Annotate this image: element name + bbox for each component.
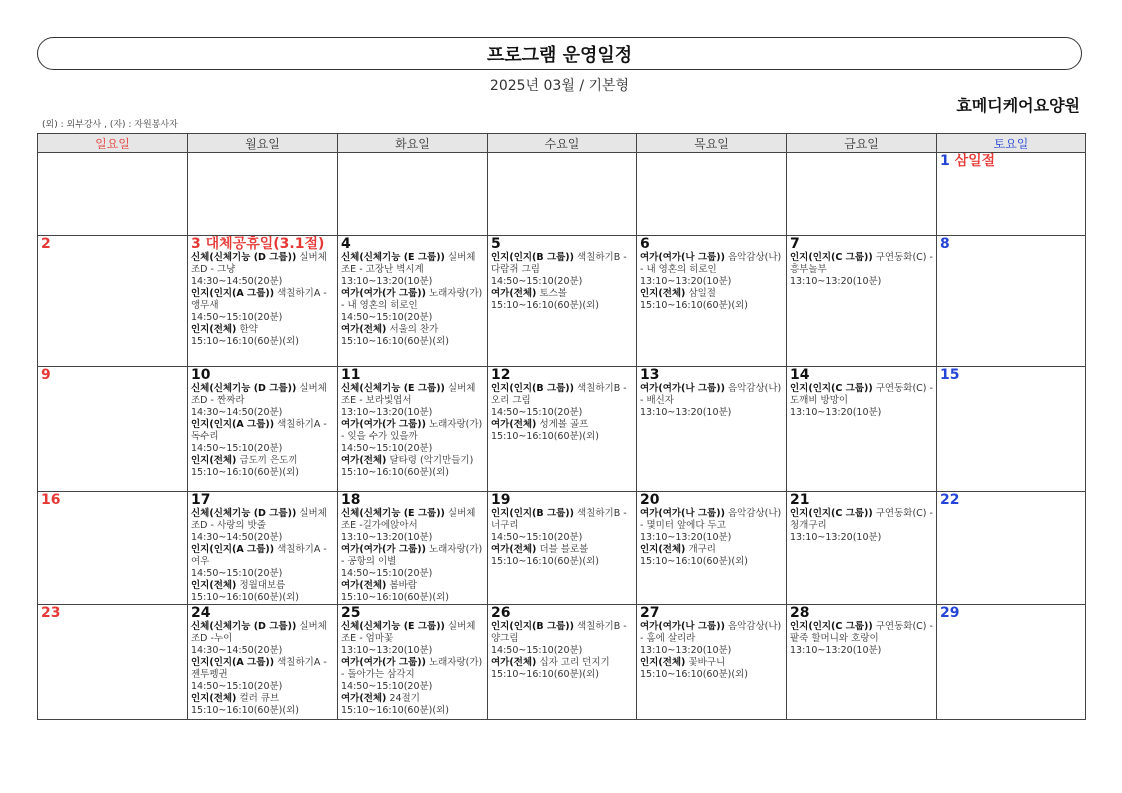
program-name: 인지(인지(C 그룹)) xyxy=(790,252,873,263)
day-number xyxy=(491,237,633,252)
program-entry xyxy=(341,288,484,312)
program-desc: 음악감상(나) - 배신자 xyxy=(640,383,782,406)
program-time: 15:10~16:10(60분)(외) xyxy=(191,467,299,478)
program-entry xyxy=(790,508,933,532)
program-entry xyxy=(640,544,783,556)
program-desc: 토스볼 xyxy=(539,288,567,299)
program-entry xyxy=(640,657,783,669)
program-time: 14:50~15:10(20분) xyxy=(341,443,433,454)
day-cell xyxy=(338,367,488,492)
program-name: 인지(전체) xyxy=(640,544,686,555)
program-desc: 색칠하기A - 젠투펭귄 xyxy=(191,657,327,680)
day-number xyxy=(491,368,633,383)
program-time: 13:10~13:20(10분) xyxy=(341,532,433,543)
program-desc: 구연동화(C) - 청개구리 xyxy=(790,508,933,531)
day-cell xyxy=(937,236,1086,367)
program-desc: 실버체조E - 보라빛엽서 xyxy=(341,383,476,406)
program-entry xyxy=(491,252,633,276)
program-desc: 컬러 큐브 xyxy=(239,693,280,704)
program-time: 15:10~16:10(60분)(외) xyxy=(341,592,449,603)
day-cell xyxy=(937,367,1086,492)
program-desc: 급도끼 은도끼 xyxy=(239,455,298,466)
program-name: 여가(여가(가 그룹)) xyxy=(341,657,426,668)
day-number xyxy=(191,493,334,508)
day-number-text: 16 xyxy=(41,492,61,508)
day-number xyxy=(640,237,783,252)
day-number xyxy=(41,237,184,252)
day-number xyxy=(940,368,1082,383)
program-time: 14:50~15:10(20분) xyxy=(191,443,283,454)
day-number xyxy=(41,493,184,508)
program-name: 인지(인지(C 그룹)) xyxy=(790,508,873,519)
day-number xyxy=(491,606,633,621)
program-desc: 음악감상(나) - 홈에 살리라 xyxy=(640,621,782,644)
program-name: 인지(인지(C 그룹)) xyxy=(790,383,873,394)
program-desc: 음악감상(나) - 몇미터 앞에다 두고 xyxy=(640,508,782,531)
program-desc: 개구리 xyxy=(688,544,716,555)
day-number xyxy=(640,368,783,383)
program-desc: 24절기 xyxy=(389,693,420,704)
program-entry xyxy=(341,544,484,568)
day-cell xyxy=(338,605,488,720)
program-name: 인지(인지(B 그룹)) xyxy=(491,508,574,519)
program-desc: 성게볼 골프 xyxy=(539,419,589,430)
day-number-text: 18 xyxy=(341,492,361,508)
program-name: 인지(인지(B 그룹)) xyxy=(491,621,574,632)
day-number-text: 21 xyxy=(790,492,810,508)
day-number xyxy=(341,493,484,508)
program-desc: 색칠하기B - 오리 그림 xyxy=(491,383,627,406)
program-entry xyxy=(790,252,933,276)
program-time: 15:10~16:10(60분)(외) xyxy=(341,336,449,347)
day-cell xyxy=(488,236,637,367)
program-entry xyxy=(191,324,334,336)
weekday-wednesday: 수요일 xyxy=(488,134,637,153)
program-time: 14:50~15:10(20분) xyxy=(191,312,283,323)
day-number-text: 20 xyxy=(640,492,660,508)
program-time: 13:10~13:20(10분) xyxy=(790,276,882,287)
day-number xyxy=(341,606,484,621)
day-number-text: 25 xyxy=(341,605,361,621)
program-entry xyxy=(341,657,484,681)
program-desc: 실버체조D - 사랑의 밧줄 xyxy=(191,508,327,531)
program-time: 15:10~16:10(60분)(외) xyxy=(640,556,748,567)
day-cell xyxy=(637,367,787,492)
day-cell xyxy=(637,492,787,605)
program-name: 인지(인지(B 그룹)) xyxy=(491,383,574,394)
program-time: 15:10~16:10(60분)(외) xyxy=(191,592,299,603)
day-number-text: 5 xyxy=(491,236,501,252)
program-name: 여가(전체) xyxy=(341,324,387,335)
program-entry xyxy=(640,252,783,276)
program-entry xyxy=(640,288,783,300)
program-desc: 색칠하기B - 다람쥐 그림 xyxy=(491,252,627,275)
page-title: 프로그램 운영일정 xyxy=(37,37,1082,70)
legend-text: (외) : 외부강사 , (자) : 자원봉사자 xyxy=(42,120,178,130)
day-number-text: 3 xyxy=(191,236,201,252)
program-time: 13:10~13:20(10분) xyxy=(640,276,732,287)
program-entry xyxy=(491,621,633,645)
program-name: 여가(여가(가 그룹)) xyxy=(341,419,426,430)
day-cell xyxy=(188,492,338,605)
program-time: 13:10~13:20(10분) xyxy=(790,532,882,543)
program-name: 인지(전체) xyxy=(191,580,237,591)
day-cell xyxy=(637,153,787,236)
day-cell xyxy=(188,236,338,367)
program-desc: 달타령 (악기만들기) xyxy=(389,455,474,466)
program-time: 15:10~16:10(60분)(외) xyxy=(491,669,599,680)
day-number xyxy=(790,368,933,383)
program-name: 여가(여가(가 그룹)) xyxy=(341,544,426,555)
program-entry xyxy=(341,621,484,645)
day-number-text: 17 xyxy=(191,492,211,508)
program-desc: 실버체조D -누이 xyxy=(191,621,327,644)
day-number xyxy=(790,237,933,252)
day-number-text: 2 xyxy=(41,236,51,252)
program-name: 인지(전체) xyxy=(191,455,237,466)
program-entry xyxy=(191,544,334,568)
program-entry xyxy=(191,657,334,681)
program-time: 13:10~13:20(10분) xyxy=(790,407,882,418)
program-entry xyxy=(790,621,933,645)
program-desc: 색칠하기B - 너구리 xyxy=(491,508,627,531)
day-cell xyxy=(188,367,338,492)
program-desc: 십자 고리 던지기 xyxy=(539,657,610,668)
week-row xyxy=(38,153,1086,236)
day-number xyxy=(940,493,1082,508)
program-entry xyxy=(640,383,783,407)
program-time: 15:10~16:10(60분)(외) xyxy=(191,705,299,716)
weekday-saturday: 토요일 xyxy=(937,134,1086,153)
program-name: 신체(신체기능 (D 그룹)) xyxy=(191,252,297,263)
weekday-sunday: 일요일 xyxy=(38,134,188,153)
day-number-text: 11 xyxy=(341,367,361,383)
program-name: 여가(전체) xyxy=(491,419,537,430)
program-desc: 색칠하기A - 앵무새 xyxy=(191,288,327,311)
day-cell xyxy=(38,153,188,236)
program-entry xyxy=(640,621,783,645)
day-number xyxy=(41,606,184,621)
program-desc: 실버체조E - 고장난 벽시계 xyxy=(341,252,476,275)
day-cell xyxy=(188,605,338,720)
program-time: 14:50~15:10(20분) xyxy=(341,312,433,323)
day-number xyxy=(191,237,334,252)
holiday-label: 대체공휴일(3.1절) xyxy=(205,236,325,252)
program-time: 14:50~15:10(20분) xyxy=(341,681,433,692)
day-cell xyxy=(38,236,188,367)
day-number-text: 14 xyxy=(790,367,810,383)
program-time: 14:50~15:10(20분) xyxy=(491,276,583,287)
day-cell xyxy=(488,605,637,720)
day-cell xyxy=(488,367,637,492)
day-cell xyxy=(787,236,937,367)
program-time: 14:50~15:10(20분) xyxy=(341,568,433,579)
program-desc: 노래자랑(가) - 잊을 수가 있을까 xyxy=(341,419,483,442)
program-name: 신체(신체기능 (E 그룹)) xyxy=(341,508,445,519)
program-entry xyxy=(191,252,334,276)
program-entry xyxy=(491,288,633,300)
program-desc: 실버체조E - 엄마꽃 xyxy=(341,621,476,644)
day-cell xyxy=(787,153,937,236)
program-entry xyxy=(341,693,484,705)
day-cell xyxy=(937,605,1086,720)
program-name: 여가(전체) xyxy=(341,693,387,704)
program-time: 14:50~15:10(20분) xyxy=(491,532,583,543)
day-cell xyxy=(937,153,1086,236)
program-desc: 실버체조E -길가에앉아서 xyxy=(341,508,476,531)
program-name: 인지(전체) xyxy=(191,693,237,704)
day-number xyxy=(341,368,484,383)
day-number xyxy=(491,493,633,508)
day-number-text: 6 xyxy=(640,236,650,252)
day-cell xyxy=(338,236,488,367)
day-cell xyxy=(787,492,937,605)
program-name: 인지(인지(B 그룹)) xyxy=(491,252,574,263)
program-entry xyxy=(191,383,334,407)
program-name: 여가(여가(나 그룹)) xyxy=(640,621,725,632)
program-name: 인지(전체) xyxy=(640,288,686,299)
program-name: 여가(전체) xyxy=(341,455,387,466)
program-entry xyxy=(491,383,633,407)
program-entry xyxy=(191,419,334,443)
day-number-text: 22 xyxy=(940,492,960,508)
program-desc: 봄바람 xyxy=(389,580,417,591)
program-entry xyxy=(491,419,633,431)
week-row xyxy=(38,492,1086,605)
program-desc: 더블 블로볼 xyxy=(539,544,589,555)
program-name: 신체(신체기능 (D 그룹)) xyxy=(191,383,297,394)
program-time: 15:10~16:10(60분)(외) xyxy=(341,467,449,478)
facility-name: 효메디케어요양원 xyxy=(956,96,1080,115)
day-number xyxy=(940,606,1082,621)
program-desc: 꽃바구니 xyxy=(688,657,726,668)
weekday-tuesday: 화요일 xyxy=(338,134,488,153)
program-entry xyxy=(341,580,484,592)
program-time: 13:10~13:20(10분) xyxy=(341,645,433,656)
day-number-text: 26 xyxy=(491,605,511,621)
program-entry xyxy=(341,324,484,336)
program-entry xyxy=(191,288,334,312)
program-time: 14:30~14:50(20분) xyxy=(191,276,283,287)
program-name: 여가(여가(나 그룹)) xyxy=(640,252,725,263)
program-name: 인지(인지(A 그룹)) xyxy=(191,288,275,299)
holiday-label: 삼일절 xyxy=(954,153,996,169)
program-name: 신체(신체기능 (E 그룹)) xyxy=(341,383,445,394)
program-desc: 실버체조D - 그냥 xyxy=(191,252,327,275)
program-time: 14:50~15:10(20분) xyxy=(191,568,283,579)
day-cell xyxy=(787,605,937,720)
program-time: 13:10~13:20(10분) xyxy=(640,645,732,656)
program-name: 인지(인지(A 그룹)) xyxy=(191,419,275,430)
weekday-header-row xyxy=(38,134,1086,153)
program-desc: 색칠하기B - 양그림 xyxy=(491,621,627,644)
program-desc: 구연동화(C) - 팥죽 할머니와 호랑이 xyxy=(790,621,933,644)
day-number xyxy=(41,368,184,383)
program-entry xyxy=(191,693,334,705)
day-number-text: 10 xyxy=(191,367,211,383)
program-name: 인지(인지(A 그룹)) xyxy=(191,657,275,668)
program-name: 인지(인지(C 그룹)) xyxy=(790,621,873,632)
program-desc: 구연동화(C) - 도깨비 방망이 xyxy=(790,383,933,406)
week-row xyxy=(38,236,1086,367)
day-cell xyxy=(637,236,787,367)
program-entry xyxy=(491,657,633,669)
program-time: 15:10~16:10(60분)(외) xyxy=(491,431,599,442)
day-cell xyxy=(637,605,787,720)
day-number-text: 9 xyxy=(41,367,51,383)
program-time: 14:30~14:50(20분) xyxy=(191,645,283,656)
weekday-friday: 금요일 xyxy=(787,134,937,153)
day-number-text: 24 xyxy=(191,605,211,621)
program-entry xyxy=(341,252,484,276)
day-cell xyxy=(937,492,1086,605)
program-desc: 구연동화(C) - 흥부놀부 xyxy=(790,252,933,275)
program-desc: 정월대보름 xyxy=(239,580,286,591)
program-time: 13:10~13:20(10분) xyxy=(640,407,732,418)
day-number-text: 13 xyxy=(640,367,660,383)
weekday-thursday: 목요일 xyxy=(637,134,787,153)
program-name: 여가(전체) xyxy=(491,288,537,299)
program-time: 15:10~16:10(60분)(외) xyxy=(341,705,449,716)
day-number xyxy=(191,368,334,383)
program-entry xyxy=(191,508,334,532)
day-number-text: 28 xyxy=(790,605,810,621)
day-number-text: 23 xyxy=(41,605,61,621)
day-number xyxy=(640,493,783,508)
day-number-text: 29 xyxy=(940,605,960,621)
program-name: 여가(여가(나 그룹)) xyxy=(640,383,725,394)
program-desc: 노래자랑(가) - 돌아가는 삼각지 xyxy=(341,657,483,680)
program-name: 인지(전체) xyxy=(640,657,686,668)
program-entry xyxy=(341,383,484,407)
program-entry xyxy=(491,544,633,556)
program-time: 14:50~15:10(20분) xyxy=(191,681,283,692)
program-name: 여가(전체) xyxy=(341,580,387,591)
day-number-text: 4 xyxy=(341,236,351,252)
program-name: 여가(여가(가 그룹)) xyxy=(341,288,426,299)
program-time: 14:50~15:10(20분) xyxy=(491,645,583,656)
program-time: 15:10~16:10(60분)(외) xyxy=(491,556,599,567)
day-cell xyxy=(488,153,637,236)
program-entry xyxy=(341,508,484,532)
day-number xyxy=(341,237,484,252)
program-name: 신체(신체기능 (E 그룹)) xyxy=(341,621,445,632)
day-number xyxy=(191,606,334,621)
program-name: 여가(전체) xyxy=(491,544,537,555)
page-subtitle: 2025년 03월 / 기본형 xyxy=(489,78,630,94)
day-number-text: 1 xyxy=(940,153,950,169)
day-cell xyxy=(38,492,188,605)
program-entry xyxy=(640,508,783,532)
program-name: 인지(전체) xyxy=(191,324,237,335)
day-cell xyxy=(338,153,488,236)
program-desc: 노래자랑(가) - 공항의 이별 xyxy=(341,544,483,567)
program-time: 13:10~13:20(10분) xyxy=(341,276,433,287)
week-row xyxy=(38,605,1086,720)
day-number-text: 19 xyxy=(491,492,511,508)
program-desc: 삼일절 xyxy=(688,288,716,299)
program-time: 15:10~16:10(60분)(외) xyxy=(640,669,748,680)
program-name: 신체(신체기능 (D 그룹)) xyxy=(191,508,297,519)
day-number xyxy=(940,237,1082,252)
program-desc: 색칠하기A -독수리 xyxy=(191,419,327,442)
day-number-text: 27 xyxy=(640,605,660,621)
program-entry xyxy=(790,383,933,407)
day-cell xyxy=(38,605,188,720)
program-time: 14:50~15:10(20분) xyxy=(491,407,583,418)
day-cell xyxy=(787,367,937,492)
day-number xyxy=(940,154,1082,169)
day-number-text: 7 xyxy=(790,236,800,252)
day-number-text: 12 xyxy=(491,367,511,383)
program-name: 신체(신체기능 (E 그룹)) xyxy=(341,252,445,263)
program-name: 여가(전체) xyxy=(491,657,537,668)
week-row xyxy=(38,367,1086,492)
program-time: 13:10~13:20(10분) xyxy=(790,645,882,656)
day-number-text: 8 xyxy=(940,236,950,252)
day-number-text: 15 xyxy=(940,367,960,383)
program-time: 14:30~14:50(20분) xyxy=(191,407,283,418)
program-time: 13:10~13:20(10분) xyxy=(341,407,433,418)
program-entry xyxy=(491,508,633,532)
program-name: 여가(여가(나 그룹)) xyxy=(640,508,725,519)
day-cell xyxy=(188,153,338,236)
program-name: 신체(신체기능 (D 그룹)) xyxy=(191,621,297,632)
program-entry xyxy=(191,455,334,467)
program-desc: 한약 xyxy=(239,324,258,335)
day-number xyxy=(790,606,933,621)
program-entry xyxy=(191,580,334,592)
program-entry xyxy=(341,455,484,467)
program-entry xyxy=(341,419,484,443)
program-time: 13:10~13:20(10분) xyxy=(640,532,732,543)
program-desc: 실버체조D - 짠짜라 xyxy=(191,383,327,406)
program-desc: 색칠하기A - 여우 xyxy=(191,544,327,567)
day-number xyxy=(790,493,933,508)
program-time: 15:10~16:10(60분)(외) xyxy=(491,300,599,311)
day-cell xyxy=(488,492,637,605)
program-time: 15:10~16:10(60분)(외) xyxy=(191,336,299,347)
program-desc: 서울의 찬가 xyxy=(389,324,439,335)
schedule-calendar xyxy=(37,133,1086,720)
weekday-monday: 월요일 xyxy=(188,134,338,153)
program-time: 14:30~14:50(20분) xyxy=(191,532,283,543)
day-cell xyxy=(338,492,488,605)
day-cell xyxy=(38,367,188,492)
program-entry xyxy=(191,621,334,645)
program-time: 15:10~16:10(60분)(외) xyxy=(640,300,748,311)
day-number xyxy=(640,606,783,621)
program-desc: 노래자랑(가) - 내 영혼의 히로인 xyxy=(341,288,483,311)
program-desc: 음악감상(나) - 내 영혼의 히로인 xyxy=(640,252,782,275)
program-name: 인지(인지(A 그룹)) xyxy=(191,544,275,555)
